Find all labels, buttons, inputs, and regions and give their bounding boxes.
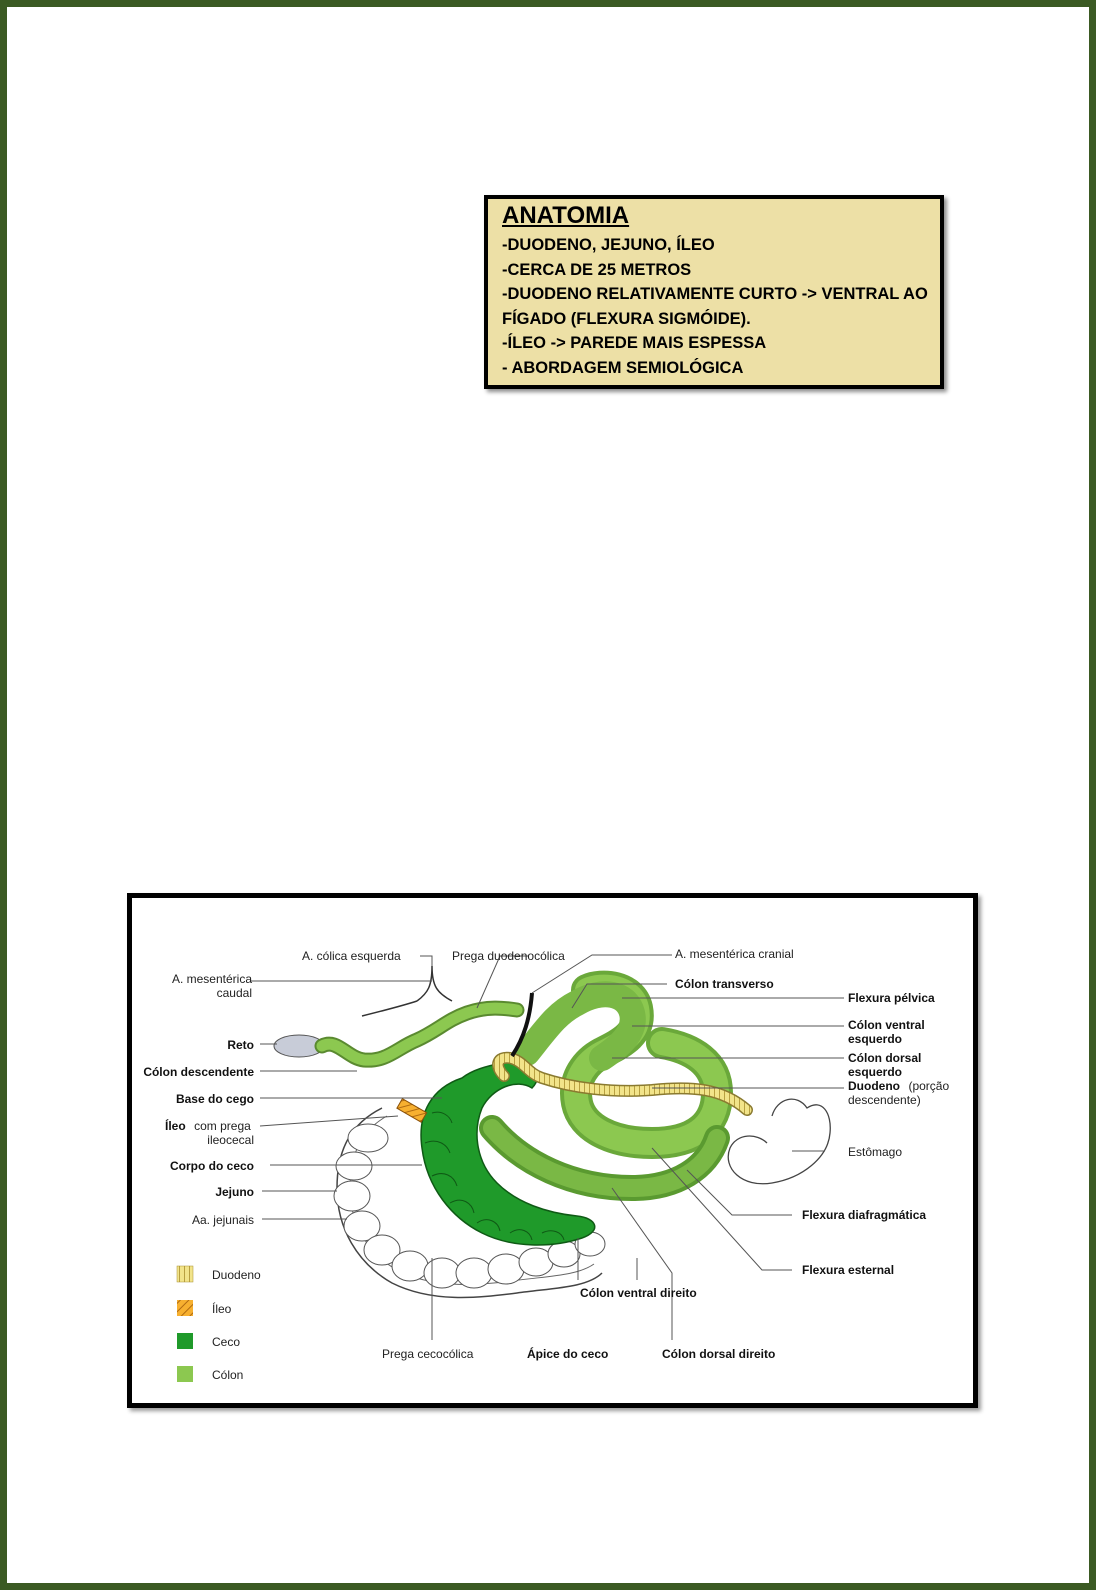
label-colon-descendente: Cólon descendente xyxy=(143,1065,254,1079)
legend-label-ceco: Ceco xyxy=(212,1335,241,1349)
label-ileo-rest: com prega xyxy=(194,1119,251,1133)
legend-swatch-ileo xyxy=(177,1300,193,1316)
label-reto: Reto xyxy=(227,1038,254,1052)
info-title: ANATOMIA xyxy=(502,202,630,229)
legend-swatch-colon xyxy=(177,1366,193,1382)
label-colon-ventral-esquerdo-2: esquerdo xyxy=(848,1032,903,1046)
label-estomago: Estômago xyxy=(848,1145,903,1159)
info-line: -CERCA DE 25 METROS xyxy=(502,260,692,279)
label-colon-ventral-esquerdo: Cólon ventral xyxy=(848,1018,925,1032)
info-line: -ÍLEO -> PAREDE MAIS ESPESSA xyxy=(502,334,767,352)
label-colon-transverso: Cólon transverso xyxy=(675,977,774,991)
legend-swatch-duodeno xyxy=(177,1266,193,1282)
label-prega-cecocolica: Prega cecocólica xyxy=(382,1347,474,1361)
ileum-drawing xyxy=(397,1099,427,1123)
label-mesenterica-caudal: A. mesentérica xyxy=(171,972,252,986)
anatomy-info-box xyxy=(484,195,944,389)
info-line: -DUODENO, JEJUNO, ÍLEO xyxy=(502,236,715,254)
label-ileo xyxy=(165,1117,251,1134)
label-prega-duodenocolica: Prega duodenocólica xyxy=(452,949,565,963)
label-colon-ventral-direito: Cólon ventral direito xyxy=(580,1286,697,1300)
label-jejuno: Jejuno xyxy=(215,1185,254,1199)
label-flexura-diafragmatica: Flexura diafragmática xyxy=(802,1208,927,1222)
label-apice-ceco: Ápice do ceco xyxy=(527,1347,609,1361)
label-flexura-esternal: Flexura esternal xyxy=(802,1263,895,1277)
label-flexura-pelvica: Flexura pélvica xyxy=(848,991,935,1005)
legend xyxy=(177,1266,261,1382)
label-mesenterica-cranial: A. mesentérica cranial xyxy=(675,947,794,961)
label-colon-dorsal-esquerdo-2: esquerdo xyxy=(848,1065,903,1079)
label-corpo-ceco: Corpo do ceco xyxy=(169,1159,254,1173)
intestine-anatomy-figure xyxy=(127,893,978,1408)
label-duodeno xyxy=(848,1077,949,1094)
label-base-cego: Base do cego xyxy=(175,1092,254,1106)
label-duodeno-line2: descendente) xyxy=(848,1093,921,1107)
label-duodeno-rest: (porção xyxy=(908,1079,950,1093)
label-mesenterica-caudal-2: caudal xyxy=(216,986,252,1000)
label-colon-dorsal-direito: Cólon dorsal direito xyxy=(662,1347,776,1361)
label-ileo-bold: Íleo xyxy=(165,1119,186,1133)
label-colon-dorsal-esquerdo: Cólon dorsal xyxy=(848,1051,922,1065)
legend-label-duodeno: Duodeno xyxy=(212,1268,261,1282)
label-duodeno-bold: Duodeno xyxy=(848,1079,900,1093)
legend-swatch-ceco xyxy=(177,1333,193,1349)
label-aa-jejunais: Aa. jejunais xyxy=(191,1213,254,1227)
info-line: -DUODENO RELATIVAMENTE CURTO -> VENTRAL AO xyxy=(502,285,928,303)
anatomy-illustration xyxy=(132,898,973,1403)
legend-label-colon: Cólon xyxy=(212,1368,244,1382)
legend-label-ileo: Íleo xyxy=(212,1302,232,1316)
descending-colon-drawing xyxy=(274,966,517,1060)
label-ileo-line2: ileocecal xyxy=(207,1133,254,1147)
info-line: - ABORDAGEM SEMIOLÓGICA xyxy=(502,358,744,377)
info-line: FÍGADO (FLEXURA SIGMÓIDE). xyxy=(502,309,751,328)
label-colica-esquerda: A. cólica esquerda xyxy=(302,949,401,963)
